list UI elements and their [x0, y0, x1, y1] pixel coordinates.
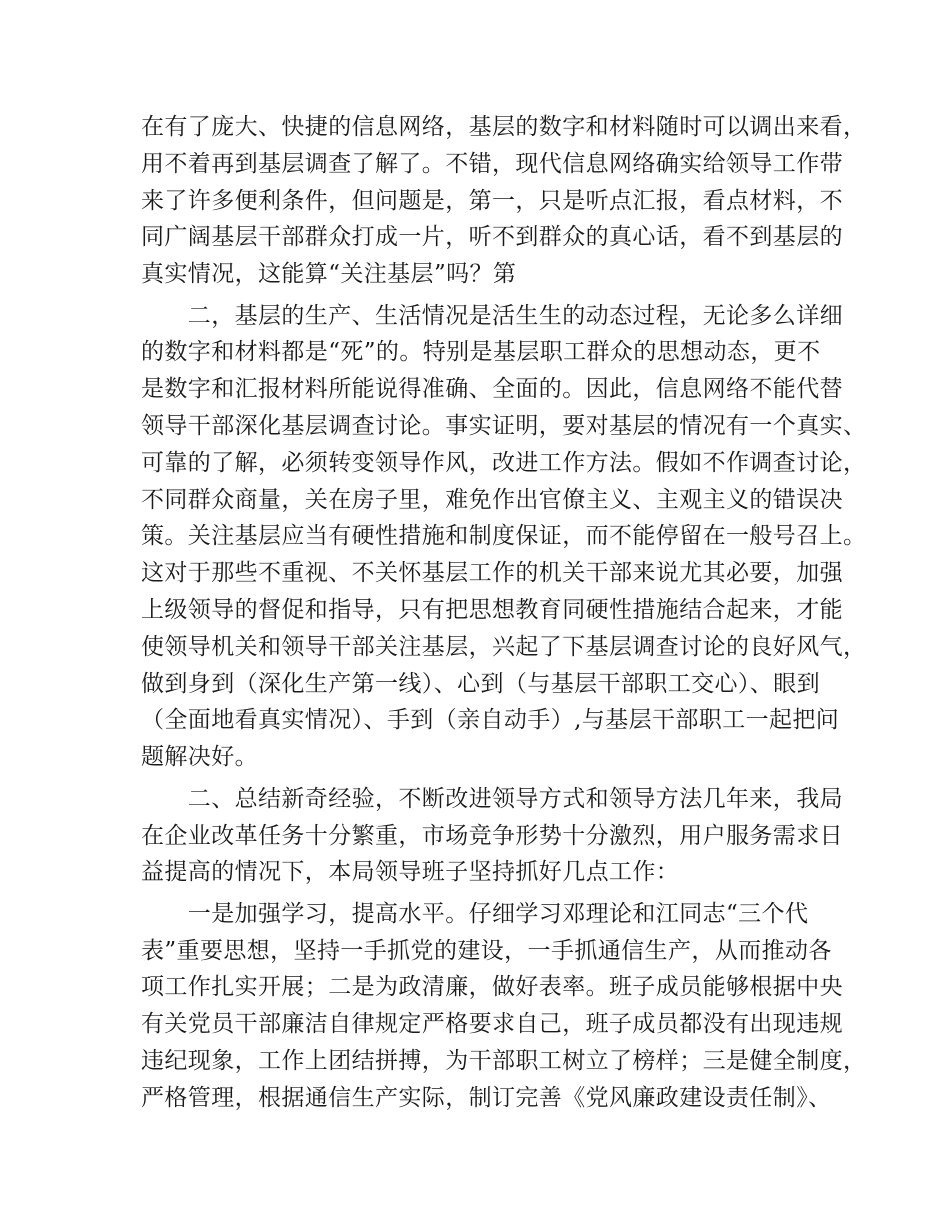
text-line: 表”重要思想，坚持一手抓党的建设，一手抓通信生产，从而推动各 [141, 937, 832, 964]
text-line: 这对于那些不重视、不关怀基层工作的机关干部来说尤其必要，加强 [141, 560, 843, 587]
text-line: 二，基层的生产、生活情况是活生生的动态过程，无论多么详细 [141, 302, 843, 329]
text-line: 严格管理，根据通信生产实际，制订完善《党风廉政建设责任制》、 [141, 1084, 832, 1111]
text-line: 可靠的了解，必须转变领导作风，改进工作方法。假如不作调查讨论， [141, 449, 867, 476]
text-line: 一是加强学习，提高水平。仔细学习邓理论和江同志“三个代 [141, 900, 809, 927]
paragraph-1 [141, 109, 867, 293]
text-line: 益提高的情况下，本局领导班子坚持抓好几点工作： [141, 859, 680, 886]
text-line: 在企业改革任务十分繁重，市场竞争形势十分激烈，用户服务需求日 [141, 822, 843, 849]
text-line: 是数字和汇报材料所能说得准确、全面的。因此，信息网络不能代替 [141, 376, 843, 403]
text-line: 上级领导的督促和指导，只有把思想教育同硬性措施结合起来，才能 [141, 597, 843, 624]
text-line: 的数字和材料都是“死”的。特别是基层职工群众的思想动态，更不 [141, 339, 821, 366]
text-line: 使领导机关和领导干部关注基层，兴起了下基层调查讨论的良好风气， [141, 633, 867, 660]
text-line: 来了许多便利条件，但问题是，第一，只是听点汇报，看点材料，不 [141, 187, 843, 214]
text-line: 领导干部深化基层调查讨论。事实证明，要对基层的情况有一个真实、 [141, 413, 867, 440]
text-line: 用不着再到基层调查了解了。不错，现代信息网络确实给领导工作带 [141, 150, 843, 177]
text-line: 题解决好。 [141, 744, 258, 771]
text-line: 有关党员干部廉洁自律规定严格要求自己，班子成员都没有出现违规 [141, 1011, 843, 1038]
text-line: 同广阔基层干部群众打成一片，听不到群众的真心话，看不到基层的 [141, 224, 843, 251]
paragraph-3 [141, 781, 843, 891]
text-line: 在有了庞大、快捷的信息网络，基层的数字和材料随时可以调出来看， [141, 114, 867, 140]
document-body [141, 109, 867, 1117]
text-line: 项工作扎实开展；二是为政清廉，做好表率。班子成员能够根据中央 [141, 974, 843, 1001]
paragraph-4 [141, 896, 867, 1117]
text-line: 真实情况，这能算“关注基层”吗？第 [141, 261, 517, 288]
text-line: 二、总结新奇经验，不断改进领导方式和领导方法几年来，我局 [141, 785, 843, 812]
text-line: 违纪现象，工作上团结拼搏，为干部职工树立了榜样；三是健全制度， [141, 1047, 867, 1074]
paragraph-2 [141, 298, 867, 776]
text-line: 策。关注基层应当有硬性措施和制度保证，而不能停留在一般号召上。 [141, 523, 867, 550]
text-line: 做到身到（深化生产第一线）、心到（与基层干部职工交心）、眼到 [141, 670, 820, 697]
text-line: （全面地看真实情况）、手到（亲自动手）,与基层干部职工一起把问 [141, 707, 840, 734]
text-line: 不同群众商量，关在房子里，难免作出官僚主义、主观主义的错误决 [141, 486, 843, 513]
